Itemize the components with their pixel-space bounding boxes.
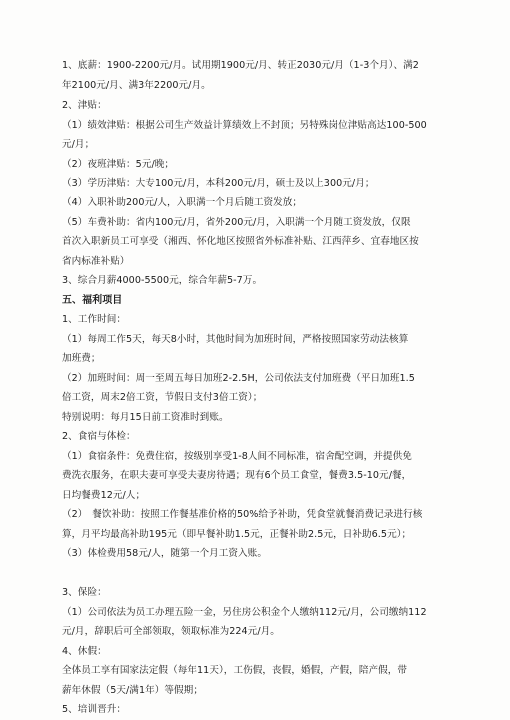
- holiday-item-1-cont: 薪年休假（5天/满1年）等假期；: [62, 685, 203, 696]
- work-time-item-2-cont: 倍工资，周末2倍工资，节假日支付3倍工资）；: [62, 392, 263, 403]
- allowance-heading: 2、津贴：: [62, 100, 107, 111]
- allowance-item-1: （1）绩效津贴：根据公司生产效益计算绩效上不封顶；另特殊岗位津贴高达100-500: [62, 120, 427, 131]
- salary-total-line: 3、综合月薪4000-5500元，综合年薪5-7万。: [62, 275, 263, 286]
- board-item-1: （1）食宿条件：免费住宿，按级别享受1-8人间不同标准，宿舍配空调，并提供免: [62, 451, 412, 462]
- work-time-item-1: （1）每周工作5天，每天8小时，其他时间为加班时间，严格按照国家劳动法核算: [62, 334, 409, 345]
- allowance-item-2: （2）夜班津贴：5元/晚；: [62, 159, 175, 170]
- work-time-item-2: （2）加班时间：周一至周五每日加班2-2.5H，公司依法支付加班费（平日加班1.5: [62, 373, 415, 384]
- insurance-item-1-cont: 元/月，辞职后可全部领取，领取标准为224元/月。: [62, 626, 280, 637]
- board-item-3: （3）体检费用58元/人，随第一个月工资入账。: [62, 548, 267, 559]
- allowance-item-5-cont-2: 省内标准补贴）: [62, 256, 130, 267]
- allowance-item-5-cont-1: 首次入职新员工可享受（湘西、怀化地区按照省外标准补贴、江西萍乡、宜春地区按: [62, 236, 419, 247]
- holiday-heading: 4、休假：: [62, 646, 107, 657]
- board-item-2: （2） 餐饮补助：按照工作餐基准价格的50%给予补助，凭食堂就餐消费记录进行核: [62, 509, 423, 520]
- board-item-1-cont-1: 费洗衣服务，在职夫妻可享受夫妻房待遇；现有6个员工食堂，餐费3.5-10元/餐，: [62, 470, 412, 481]
- training-heading: 5、培训晋升：: [62, 704, 127, 715]
- holiday-item-1: 全体员工享有国家法定假（每年11天），工伤假，丧假，婚假，产假，陪产假，带: [62, 665, 408, 676]
- board-item-2-cont: 算，月平均最高补助195元（即早餐补助1.5元，正餐补助2.5元，日补助6.5元）；: [62, 529, 412, 540]
- section-heading-welfare: 五、福利项目: [62, 295, 123, 306]
- work-time-note: 特别说明：每月15日前工资准时到账。: [62, 412, 229, 423]
- allowance-item-3: （3）学历津贴：大专100元/月，本科200元/月，硕士及以上300元/月；: [62, 178, 375, 189]
- board-heading: 2、食宿与体检：: [62, 431, 136, 442]
- insurance-heading: 3、保险：: [62, 587, 107, 598]
- salary-base-line-1: 1、底薪：1900-2200元/月。试用期1900元/月、转正2030元/月（1-3个月）、满2: [62, 60, 419, 71]
- board-item-1-cont-2: 日均餐费12元/人；: [62, 490, 146, 501]
- work-time-item-1-cont: 加班费；: [62, 353, 101, 364]
- allowance-item-1-cont: 元/月；: [62, 139, 95, 150]
- allowance-item-4: （4）入职补助200元/人，入职满一个月后随工资发放；: [62, 197, 303, 208]
- work-time-heading: 1、工作时间：: [62, 314, 127, 325]
- insurance-item-1: （1）公司依法为员工办理五险一金，另住房公积金个人缴纳112元/月，公司缴纳112: [62, 607, 427, 618]
- allowance-item-5: （5）车费补助：省内100元/月，省外200元/月，入职满一个月随工资发放，仅限: [62, 217, 411, 228]
- salary-base-line-2: 年2100元/月、满3年2200元/月。: [62, 80, 211, 91]
